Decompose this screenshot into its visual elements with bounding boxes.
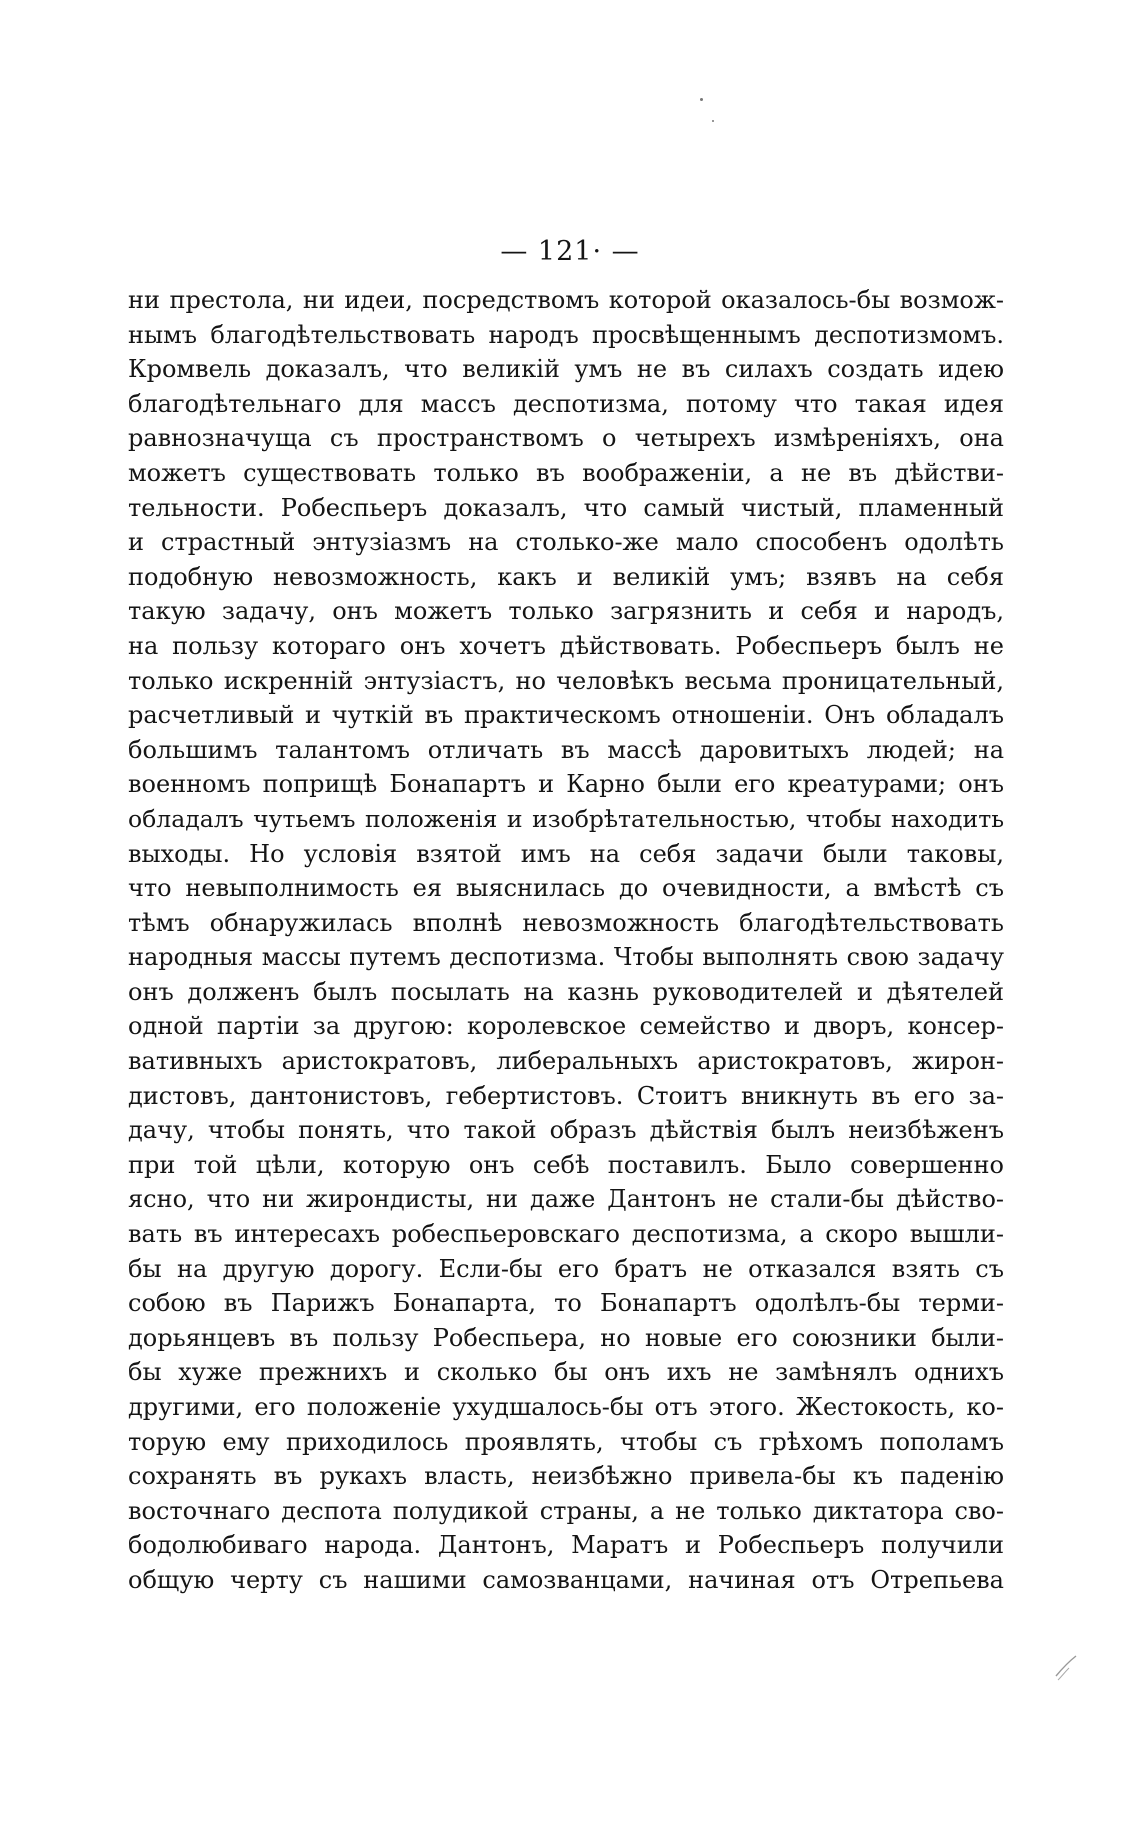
text-line: такую задачу, онъ можетъ только загрязнить и себя и народъ,	[128, 597, 1004, 626]
text-line: вать въ интересахъ робеспьеровскаго деспотизма, а скоро вышли-	[128, 1220, 1004, 1249]
text-line: тѣмъ обнаружилась вполнѣ невозможность благодѣтельствовать	[128, 908, 1004, 937]
text-line: бы хуже прежнихъ и сколько бы онъ ихъ не замѣнялъ однихъ	[128, 1358, 1004, 1387]
text-line: обладалъ чутьемъ положенія и изобрѣтательностью, чтобы находить	[128, 804, 1004, 833]
text-line: расчетливый и чуткій въ практическомъ отношеніи. Онъ обладалъ	[128, 701, 1004, 730]
text-line: выходы. Но условія взятой имъ на себя задачи были таковы,	[128, 839, 1004, 868]
text-line: нымъ благодѣтельствовать народъ просвѣщеннымъ деспотизмомъ.	[128, 320, 1004, 349]
text-line: равнозначуща съ пространствомъ о четырехъ измѣреніяхъ, она	[128, 424, 1004, 453]
text-line: собою въ Парижъ Бонапарта, то Бонапартъ одолѣлъ-бы терми-	[128, 1289, 1004, 1318]
text-line: на пользу котораго онъ хочетъ дѣйствовать. Робеспьеръ былъ не	[128, 631, 1004, 660]
body-text	[128, 283, 1004, 1598]
text-line: дорьянцевъ въ пользу Робеспьера, но новые его союзники были-	[128, 1323, 1004, 1352]
text-line: дачу, чтобы понять, что такой образъ дѣйствія былъ неизбѣженъ	[128, 1116, 1004, 1145]
text-line: другими, его положеніе ухудшалось-бы отъ этого. Жестокость, ко-	[128, 1393, 1004, 1421]
text-line: большимъ талантомъ отличать въ массѣ даровитыхъ людей; на	[128, 735, 1004, 764]
text-line: что невыполнимость ея выяснилась до очевидности, а вмѣстѣ съ	[128, 874, 1004, 903]
text-line: тельности. Робеспьеръ доказалъ, что самый чистый, пламенный	[128, 493, 1004, 522]
text-line: благодѣтельнаго для массъ деспотизма, потому что такая идея	[128, 389, 1004, 418]
text-line: народныя массы путемъ деспотизма. Чтобы выполнять свою задачу	[128, 943, 1004, 972]
text-line: и страстный энтузіазмъ на столько-же мало способенъ одолѣть	[128, 528, 1004, 557]
text-line: бы на другую дорогу. Если-бы его братъ не отказался взять съ	[128, 1254, 1004, 1283]
text-line: одной партіи за другою: королевское семейство и дворъ, консер-	[128, 1012, 1004, 1041]
text-line: можетъ существовать только въ воображеніи, а не въ дѣйстви-	[128, 458, 1004, 487]
text-line: общую черту съ нашими самозванцами, начиная отъ Отрепьева	[128, 1565, 1004, 1594]
text-line: бодолюбиваго народа. Дантонъ, Маратъ и Робеспьеръ получили	[128, 1531, 1004, 1560]
text-line: только искренній энтузіастъ, но человѣкъ весьма проницательный,	[128, 666, 1004, 695]
print-speck	[700, 98, 703, 101]
text-line: при той цѣли, которую онъ себѣ поставилъ. Было совершенно	[128, 1150, 1004, 1179]
text-line: онъ долженъ былъ посылать на казнь руководителей и дѣятелей	[128, 977, 1004, 1006]
text-line: вативныхъ аристократовъ, либеральныхъ аристократовъ, жирон-	[128, 1047, 1004, 1076]
text-line: сохранять въ рукахъ власть, неизбѣжно привела-бы къ паденію	[128, 1462, 1004, 1491]
text-line: дистовъ, дантонистовъ, гебертистовъ. Стоитъ вникнуть въ его за-	[128, 1081, 1004, 1110]
print-speck	[712, 120, 714, 122]
text-line: восточнаго деспота полудикой страны, а не только диктатора сво-	[128, 1496, 1004, 1525]
text-line: ни престола, ни идеи, посредствомъ которой оказалось-бы возмож-	[128, 286, 1004, 314]
pencil-mark	[1052, 1650, 1080, 1682]
text-line: торую ему приходилось проявлять, чтобы съ грѣхомъ пополамъ	[128, 1427, 1004, 1456]
text-line: подобную невозможность, какъ и великій умъ; взявъ на себя	[128, 562, 1004, 591]
text-line: ясно, что ни жирондисты, ни даже Дантонъ не стали-бы дѣйство-	[128, 1185, 1004, 1214]
text-line: военномъ поприщѣ Бонапартъ и Карно были его креатурами; онъ	[128, 770, 1004, 799]
page-number: — 121· —	[500, 236, 640, 267]
text-line: Кромвель доказалъ, что великій умъ не въ силахъ создать идею	[128, 355, 1004, 384]
